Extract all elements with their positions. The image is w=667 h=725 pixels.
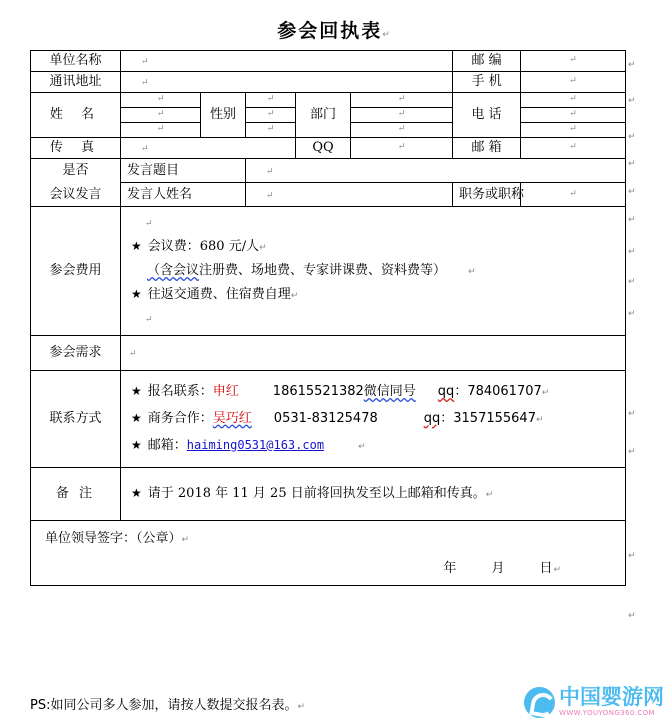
paragraph-mark-icon: [527, 108, 619, 122]
paragraph-mark-icon: [127, 78, 149, 88]
paragraph-mark-icon: [357, 123, 446, 137]
paragraph-mark-icon: [527, 188, 619, 202]
paragraph-mark-icon: [553, 565, 561, 575]
speaker-name-label: 发言人姓名: [121, 183, 246, 207]
star-icon: ★: [131, 437, 142, 452]
date-month-label: 月: [491, 561, 506, 577]
fee-line-2: [131, 259, 619, 283]
qq-label: QQ: [296, 138, 351, 159]
paragraph-mark-icon: [297, 702, 305, 712]
paragraph-mark-icon: [628, 612, 636, 621]
paragraph-mark-icon: [357, 108, 446, 122]
mobile-label: 手 机: [453, 72, 521, 93]
contact-line-2: [131, 406, 619, 433]
paragraph-mark-icon: [127, 349, 137, 359]
contact-line-1-qq-label: qq: [437, 384, 455, 400]
paragraph-mark-icon: [542, 388, 550, 398]
org-name-label: 单位名称: [31, 51, 121, 72]
fee-block: [127, 207, 619, 335]
page-title-text: 参会回执表: [277, 20, 383, 42]
watermark-site-name: 中国婴游网: [559, 685, 664, 709]
fee-content: [121, 207, 626, 336]
postcode-label: 邮 编: [453, 51, 521, 72]
signature-cell[interactable]: [31, 521, 626, 586]
paragraph-mark-icon: [628, 310, 636, 319]
gender-label: 性别: [201, 93, 246, 138]
attendee-gender-field-1[interactable]: [246, 93, 296, 108]
department-label: 部门: [296, 93, 351, 138]
watermark-badge-icon: [524, 687, 555, 718]
fee-line-3-text: 往返交通费、住宿费自理: [147, 287, 291, 303]
attendee-gender-field-3[interactable]: [246, 123, 296, 138]
attendee-name-field-3[interactable]: [121, 123, 201, 138]
table-row-signature: [31, 521, 626, 586]
attendee-phone-field-2[interactable]: [521, 108, 626, 123]
table-row-contact: [31, 371, 626, 468]
contact-content: [121, 371, 626, 468]
fee-line-1-text: 会议费：680 元/人: [147, 239, 260, 255]
address-field[interactable]: [121, 72, 453, 93]
paragraph-mark-icon: [252, 191, 274, 201]
contact-line-1-note: 微信同号: [363, 384, 416, 400]
fee-label: 参会费用: [31, 207, 121, 336]
page-title: [0, 16, 667, 43]
ps-note-text: PS:如同公司多人参加，请按人数提交报名表。: [30, 698, 298, 713]
paragraph-mark-icon: [527, 141, 619, 155]
contact-line-1: [131, 379, 619, 406]
star-icon: ★: [131, 287, 142, 302]
paragraph-mark-icon: [252, 123, 289, 137]
paragraph-mark-icon: [628, 216, 636, 225]
star-icon: ★: [131, 384, 142, 399]
contact-line-3: [131, 433, 619, 460]
date-line: [37, 549, 619, 585]
fee-line-2-text-a: （含会议: [147, 263, 200, 279]
star-icon: ★: [131, 239, 142, 254]
remark-content: [121, 468, 626, 521]
table-row-speech-title: [31, 159, 626, 183]
paragraph-mark-icon: [628, 552, 636, 561]
email-field[interactable]: [521, 138, 626, 159]
attendee-name-field-2[interactable]: [121, 108, 201, 123]
contact-line-2-qq-label: qq: [423, 410, 441, 426]
contact-line-2-label: 商务合作：: [147, 410, 213, 426]
table-row-fee: [31, 207, 626, 336]
paragraph-mark-icon: [536, 415, 544, 425]
paragraph-mark-icon: [127, 57, 149, 67]
contact-line-1-label: 报名联系：: [147, 384, 213, 400]
postcode-field[interactable]: [521, 51, 626, 72]
paragraph-mark-icon: [628, 133, 636, 142]
star-icon: ★: [131, 410, 142, 425]
paragraph-mark-icon: [357, 141, 446, 155]
paragraph-mark-icon: [628, 188, 636, 197]
position-label: 职务或职称: [453, 183, 521, 207]
qq-field[interactable]: [351, 138, 453, 159]
fee-post-mark-line: [131, 307, 619, 331]
contact-line-2-phone: 0531-83125478: [273, 410, 378, 426]
remark-label: 备 注: [31, 468, 121, 521]
paragraph-mark-icon: [468, 267, 476, 277]
date-day-label: 日: [539, 561, 554, 577]
contact-line-3-label: 邮箱：: [147, 437, 187, 453]
fax-field[interactable]: [121, 138, 296, 159]
contact-line-2-person: 吴巧红: [212, 410, 252, 426]
fee-line-1: [131, 235, 619, 259]
fax-label: 传 真: [31, 138, 121, 159]
needs-label: 参会需求: [31, 336, 121, 371]
watermark-logo: [524, 682, 664, 722]
name-label: 姓 名: [31, 93, 121, 138]
paragraph-mark-icon: [527, 75, 619, 89]
paragraph-mark-icon: [252, 167, 274, 177]
paragraph-mark-icon: [628, 97, 636, 106]
org-name-field[interactable]: [121, 51, 453, 72]
phone-label: 电 话: [453, 93, 521, 138]
table-row-needs: [31, 336, 626, 371]
attendee-gender-field-2[interactable]: [246, 108, 296, 123]
remark-text: 请于 2018 年 11 月 25 日前将回执发至以上邮箱和传真。: [147, 486, 486, 502]
table-row-remark: [31, 468, 626, 521]
remark-block: [127, 478, 619, 510]
attendee-department-field-1[interactable]: [351, 93, 453, 108]
paragraph-mark-icon: [486, 490, 494, 500]
ps-note: [30, 694, 305, 713]
paragraph-mark-icon: [382, 30, 390, 40]
attendee-department-field-2[interactable]: [351, 108, 453, 123]
position-field[interactable]: [521, 183, 626, 207]
table-row-attendee-1: [31, 93, 626, 108]
paragraph-mark-icon: [127, 123, 194, 137]
fee-line-2-text-b: 注册费、场地费、专家讲课费、资料费等）: [199, 263, 447, 279]
date-year-label: 年: [443, 561, 458, 577]
table-row-org-name: [31, 51, 626, 72]
speaker-name-field[interactable]: [246, 183, 453, 207]
contact-line-1-person: 申红: [212, 384, 239, 400]
contact-line-1-qq-value: ：784061707: [454, 384, 542, 400]
address-label: 通讯地址: [31, 72, 121, 93]
registration-form-table: [30, 50, 626, 586]
speech-title-field[interactable]: [246, 159, 626, 183]
paragraph-mark-icon: [628, 410, 636, 419]
speech-section-label-line1: 是否: [62, 163, 89, 179]
email-label: 邮 箱: [453, 138, 521, 159]
paragraph-mark-icon: [628, 278, 636, 287]
contact-label: 联系方式: [31, 371, 121, 468]
paragraph-mark-icon: [358, 442, 366, 452]
paragraph-mark-icon: [527, 54, 619, 68]
fee-pre-mark-line: [131, 211, 619, 235]
watermark-site-url: WWW.YOUYONG360.COM: [559, 709, 655, 717]
star-icon: ★: [131, 486, 142, 501]
paragraph-mark-icon: [127, 144, 149, 154]
paragraph-mark-icon: [527, 93, 619, 107]
speech-section-label: [31, 159, 121, 207]
paragraph-mark-icon: [252, 108, 289, 122]
mobile-field[interactable]: [521, 72, 626, 93]
paragraph-mark-icon: [127, 93, 194, 107]
attendee-phone-field-1[interactable]: [521, 93, 626, 108]
attendee-name-field-1[interactable]: [121, 93, 201, 108]
contact-block: [127, 371, 619, 467]
speech-section-label-line2: 会议发言: [49, 186, 102, 202]
paragraph-mark-icon: [131, 219, 153, 229]
table-row-speaker: [31, 183, 626, 207]
email-link[interactable]: haiming0531@163.com: [186, 437, 325, 452]
paragraph-mark-icon: [291, 291, 299, 301]
paragraph-mark-icon: [252, 93, 289, 107]
attendee-department-field-3[interactable]: [351, 123, 453, 138]
paragraph-mark-icon: [628, 160, 636, 169]
contact-line-1-phone: 18615521382: [272, 384, 364, 400]
paragraph-mark-icon: [182, 535, 190, 545]
attendee-phone-field-3[interactable]: [521, 123, 626, 138]
paragraph-mark-icon: [259, 243, 267, 253]
watermark-text: [559, 687, 664, 717]
signature-line: [37, 521, 619, 549]
paragraph-mark-icon: [628, 248, 636, 257]
paragraph-mark-icon: [127, 108, 194, 122]
contact-line-2-qq-value: ：3157155647: [440, 410, 536, 426]
paragraph-mark-icon: [357, 93, 446, 107]
paragraph-mark-icon: [628, 61, 636, 70]
fee-line-3: [131, 283, 619, 307]
paragraph-mark-icon: [131, 315, 153, 325]
signature-text: 单位领导签字：（公章）: [45, 531, 182, 547]
paragraph-mark-icon: [628, 448, 636, 457]
table-row-fax: [31, 138, 626, 159]
table-row-address: [31, 72, 626, 93]
paragraph-mark-icon: [527, 123, 619, 137]
speech-title-label: 发言题目: [121, 159, 246, 183]
needs-field[interactable]: [121, 336, 626, 371]
